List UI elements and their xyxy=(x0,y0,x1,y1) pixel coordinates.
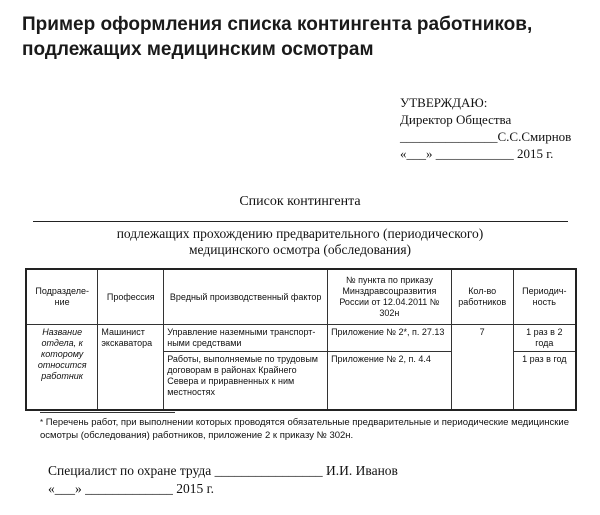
table-header-row xyxy=(26,269,576,325)
cell-factor: Управление наземными транспорт-ными средствами xyxy=(164,325,328,352)
cell-order-item: Приложение № 2, п. 4.4 xyxy=(328,352,452,411)
list-subtitle xyxy=(0,226,600,258)
cell-periodicity: 1 раз в 2 года xyxy=(513,325,576,352)
table-row xyxy=(26,325,576,352)
cell-count: 7 xyxy=(451,325,513,411)
approver-position: Директор Общества xyxy=(400,112,512,127)
header-department: Подразделе-ние xyxy=(26,269,98,325)
header-count: Кол-во работников xyxy=(451,269,513,325)
title-line-2: подлежащих медицинским осмотрам xyxy=(22,39,374,60)
specialist-signature: Специалист по охране труда ________________ И.И. Иванов xyxy=(48,463,398,478)
subtitle-line-2: медицинского осмотра (обследования) xyxy=(188,242,412,257)
header-profession: Профессия xyxy=(98,269,164,325)
specialist-block xyxy=(48,462,398,498)
title-line-1: Пример оформления списка контингента работников, xyxy=(22,14,533,35)
approval-block xyxy=(400,94,571,162)
approval-date: «___» ____________ 2015 г. xyxy=(400,146,554,161)
header-order-item: № пункта по приказу Минздравсоцразвития России от 12.04.2011 № 302н xyxy=(328,269,452,325)
cell-periodicity: 1 раз в год xyxy=(513,352,576,411)
list-title: Список контингента xyxy=(239,194,361,209)
footnote-marker: * xyxy=(40,418,44,427)
cell-profession: Машинист экскаватора xyxy=(98,325,164,411)
cell-factor: Работы, выполняемые по трудовым договорам в районах Крайнего Севера и приравненных к ним местностях xyxy=(164,352,328,411)
subtitle-line-1: подлежащих прохождению предварительного (периодического) xyxy=(116,226,484,241)
header-periodicity: Периодич-ность xyxy=(513,269,576,325)
footnote-separator xyxy=(40,412,175,413)
header-factor: Вредный производственный фактор xyxy=(164,269,328,325)
cell-department: Название отдела, к которому относится работник xyxy=(26,325,98,411)
title-underline xyxy=(33,221,568,222)
footnote-text: Перечень работ, при выполнении которых проводятся обязательные предварительные и периодические медицинские осмотры (обследования) работников, приложение 2 к приказу № 302н. xyxy=(40,417,570,441)
approve-label: УТВЕРЖДАЮ: xyxy=(400,95,488,110)
contingent-table xyxy=(25,268,577,411)
specialist-date: «___» _____________ 2015 г. xyxy=(48,481,215,496)
approver-signature: _______________С.С.Смирнов xyxy=(400,129,572,144)
footnote xyxy=(40,416,585,442)
cell-order-item: Приложение № 2*, п. 27.13 xyxy=(328,325,452,352)
document-title xyxy=(22,12,582,62)
